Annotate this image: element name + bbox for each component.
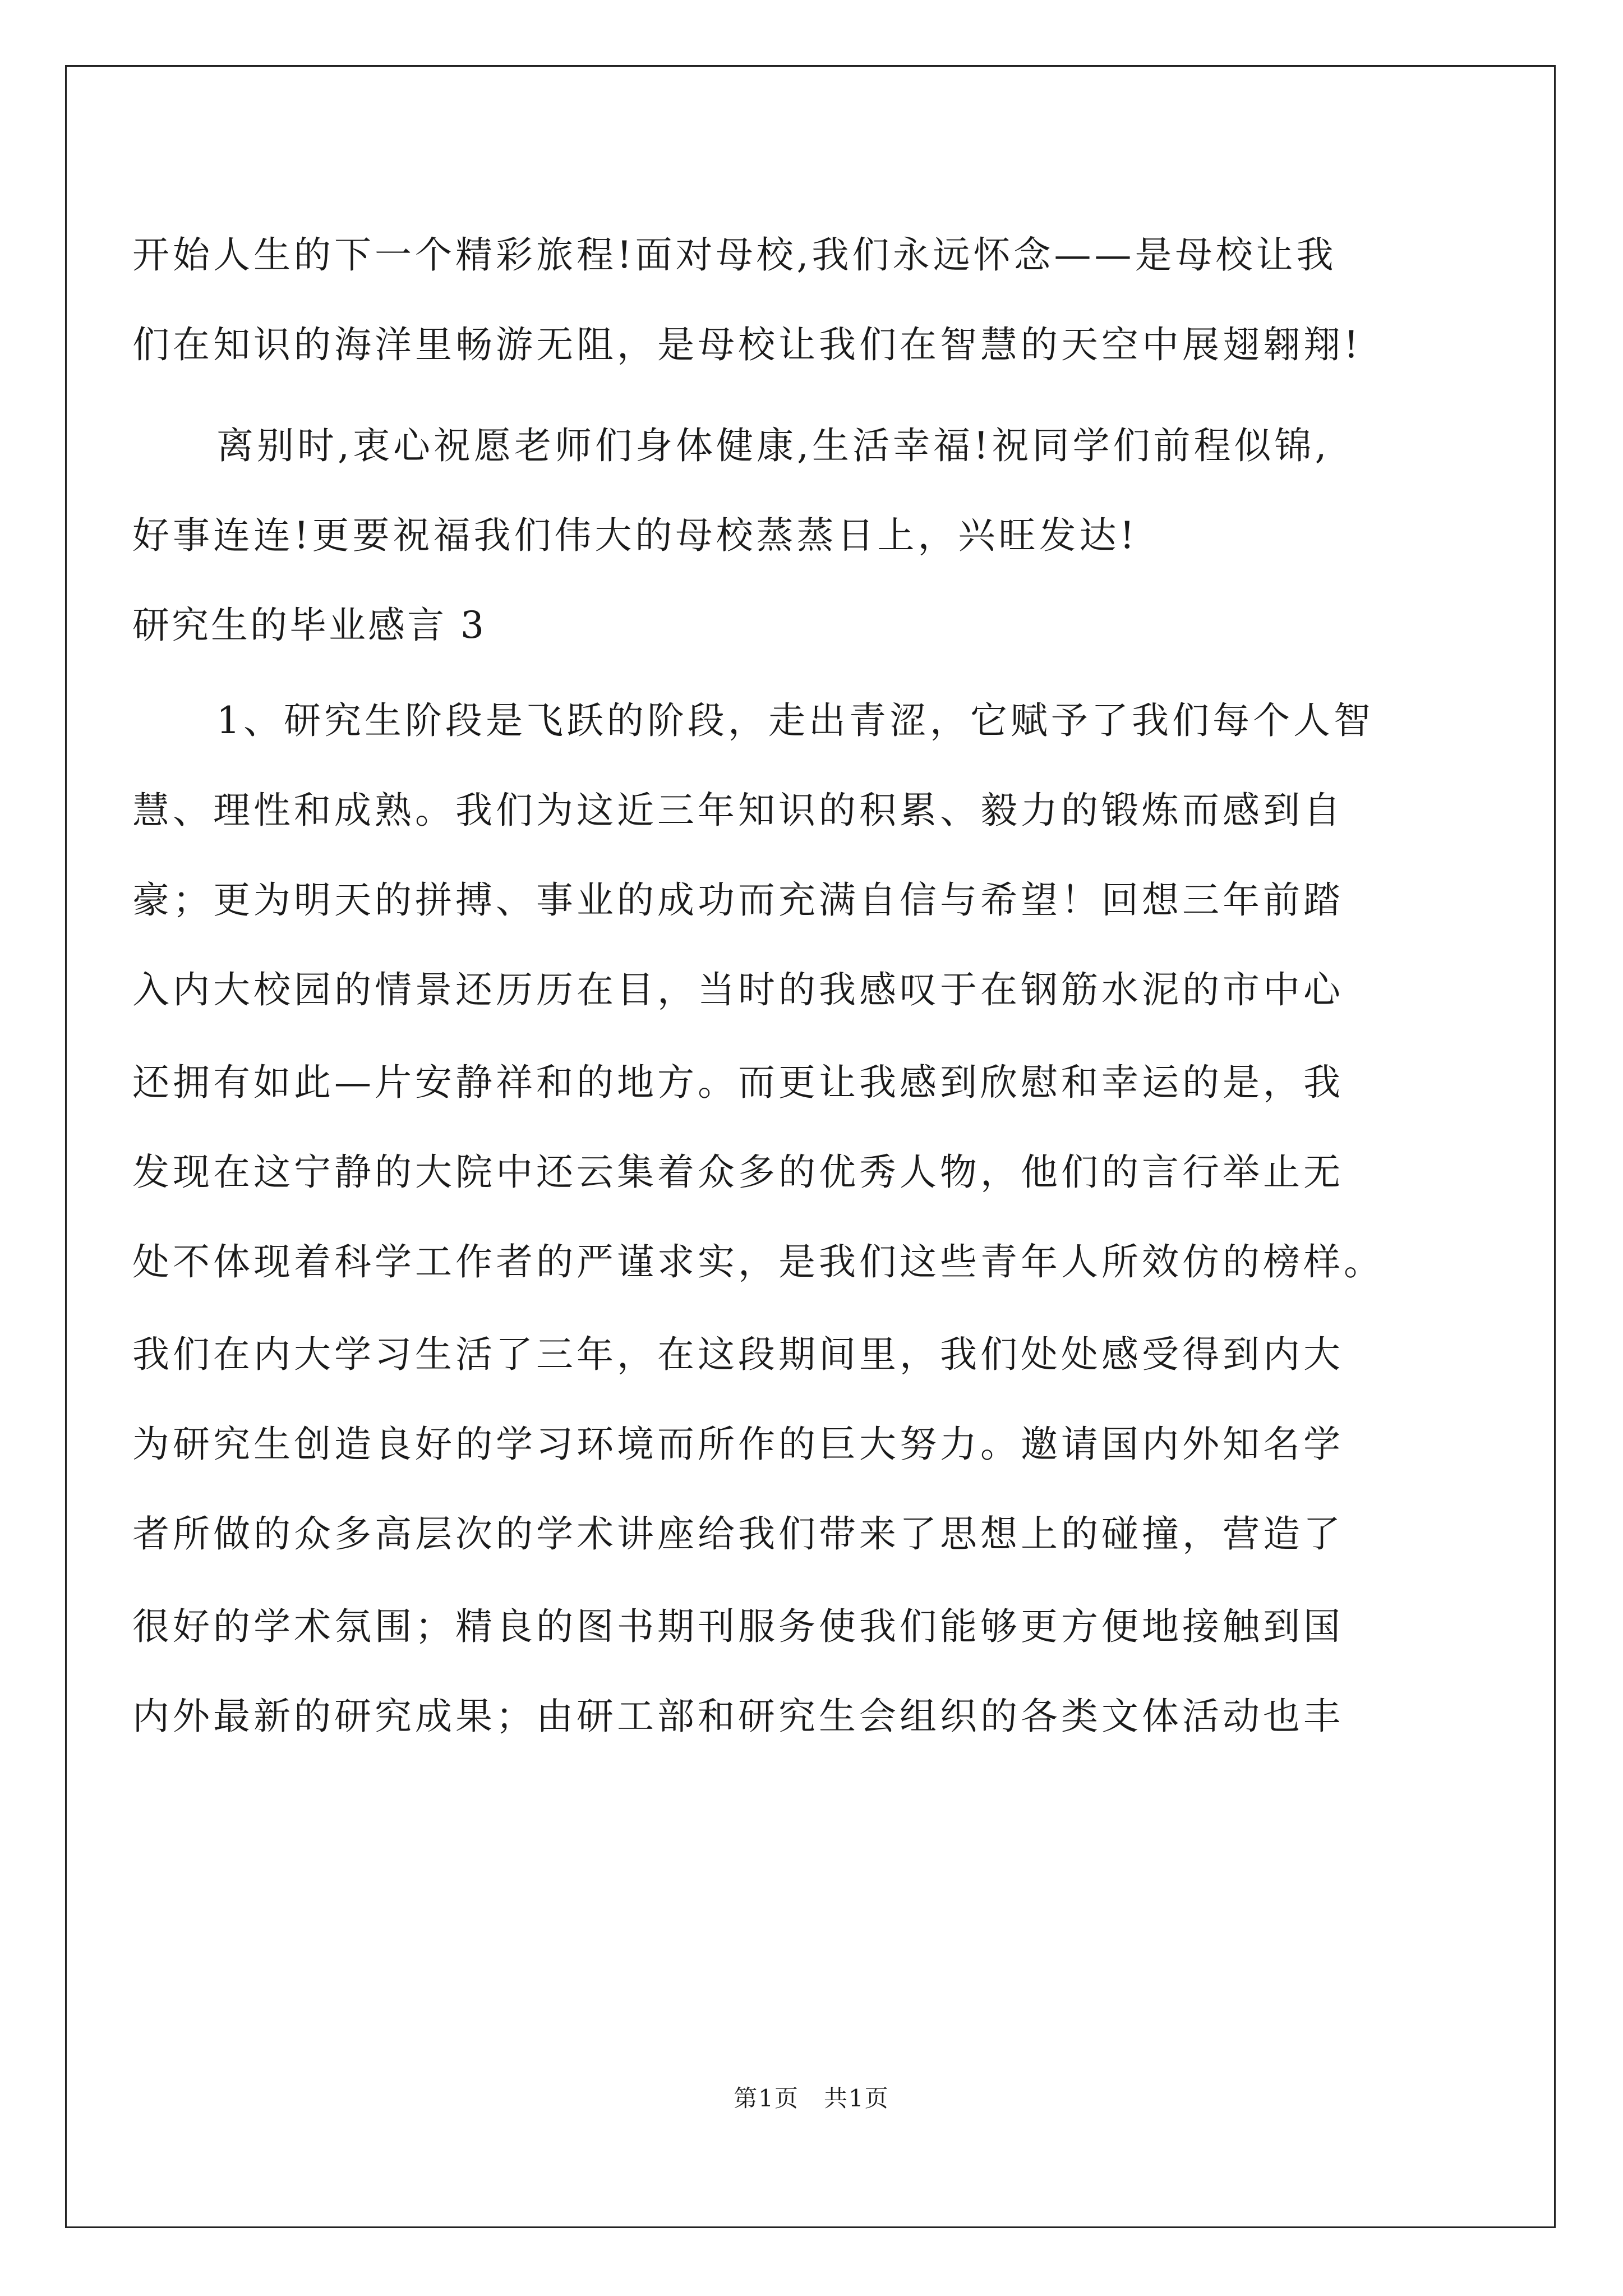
paragraph-line: 离别时,衷心祝愿老师们身体健康,生活幸福!祝同学们前程似锦, xyxy=(216,424,1330,467)
paragraph-line: 们在知识的海洋里畅游无阻，是母校让我们在智慧的天空中展翅翱翔! xyxy=(132,323,1362,366)
paragraph-line: 很好的学术氛围；精良的图书期刊服务使我们能够更方便地接触到国 xyxy=(132,1605,1344,1648)
paragraph-line: 豪；更为明天的拼搏、事业的成功而充满自信与希望！回想三年前踏 xyxy=(132,878,1344,922)
paragraph-line: 入内大校园的情景还历历在目，当时的我感叹于在钢筋水泥的市中心 xyxy=(132,968,1344,1011)
page-border xyxy=(65,65,1556,2228)
page-number: 第1页 共1页 xyxy=(734,2085,889,2112)
paragraph-line: 内外最新的研究成果；由研工部和研究生会组织的各类文体活动也丰 xyxy=(132,1695,1344,1738)
section-heading: 研究生的毕业感言 3 xyxy=(132,604,486,647)
paragraph-line: 好事连连!更要祝福我们伟大的母校蒸蒸日上，兴旺发达! xyxy=(132,514,1138,557)
paragraph-line: 慧、理性和成熟。我们为这近三年知识的积累、毅力的锻炼而感到自 xyxy=(132,789,1344,832)
paragraph-line: 1、研究生阶段是飞跃的阶段，走出青涩，它赋予了我们每个人智 xyxy=(216,699,1374,742)
paragraph-line: 处不体现着科学工作者的严谨求实，是我们这些青年人所效仿的榜样。 xyxy=(132,1240,1384,1283)
paragraph-line: 还拥有如此—片安静祥和的地方。而更让我感到欣慰和幸运的是，我 xyxy=(132,1061,1344,1104)
paragraph-line: 开始人生的下一个精彩旅程!面对母校,我们永远怀念——是母校让我 xyxy=(132,233,1337,277)
paragraph-line: 发现在这宁静的大院中还云集着众多的优秀人物，他们的言行举止无 xyxy=(132,1151,1344,1194)
paragraph-line: 为研究生创造良好的学习环境而所作的巨大努力。邀请国内外知名学 xyxy=(132,1423,1344,1466)
paragraph-line: 我们在内大学习生活了三年，在这段期间里，我们处处感受得到内大 xyxy=(132,1333,1344,1376)
paragraph-line: 者所做的众多高层次的学术讲座给我们带来了思想上的碰撞，营造了 xyxy=(132,1512,1344,1556)
